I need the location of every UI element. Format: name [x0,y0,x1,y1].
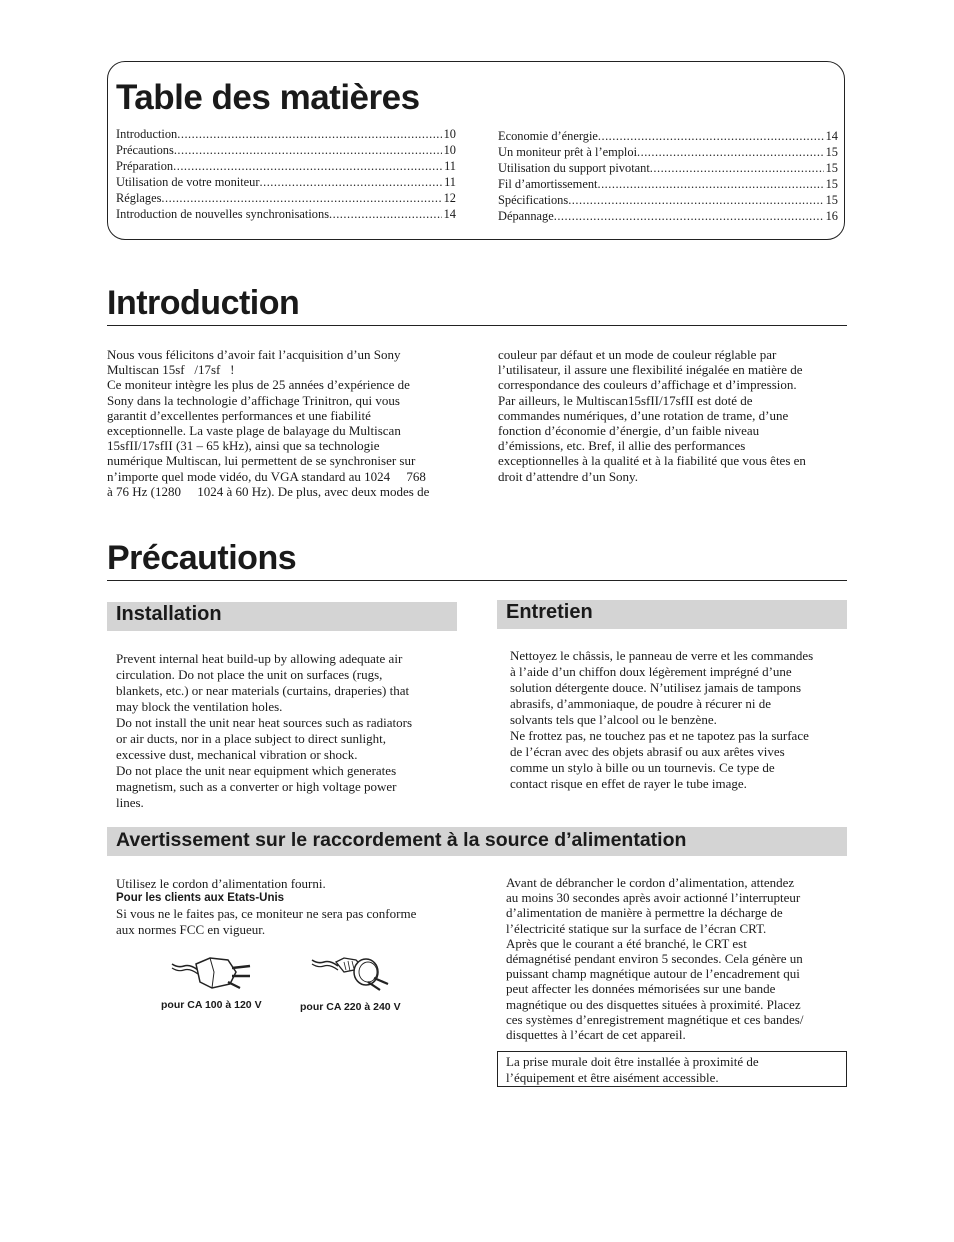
text-line: exceptionnelle. La vaste plage de balayage du Multiscan [107,423,401,439]
power-warning-header [107,827,847,856]
text-line: Sony dans la technologie d’affichage Trinitron, qui vous [107,392,400,408]
text-line: couleur par défaut et un mode de couleur réglable par [498,347,777,362]
text-line: fonction d’économie d’énergie, d’un faible niveau [498,423,760,439]
text-line: droit d’attendre d’un Sony. [498,468,638,484]
text-line: Ne frottez pas, ne touchez pas et ne tapotez pas la surface [510,728,809,743]
text-line: Multiscan 15sf /17sf ! [107,362,235,378]
text-line: Ce moniteur intègre les plus de 25 années d’expérience de [107,377,410,393]
text-line: commandes numériques, d’une rotation de trame, d’une [498,407,789,423]
text-line: Nettoyez le châssis, le panneau de verre et les commandes [510,648,814,663]
text-line: 15sfII/17sfII (31 – 65 kHz), ainsi que sa technologie [107,438,380,454]
toc-entry[interactable]: Introduction de nouvelles synchronisations ..... 14 [116,206,456,222]
introduction-text-left [107,347,467,499]
text-line: circulation. Do not place the unit on surfaces (rugs, [116,667,383,682]
toc-title: Table des matières [116,78,420,117]
power-text-right [506,875,851,1042]
text-line: solvants tels que l’alcool ou le benzène. [510,712,717,727]
toc-entry[interactable]: Spécifications ..... 15 [498,192,838,208]
toc-entry[interactable]: Economie d’énergie ..... 14 [498,128,838,144]
text-line: Avant de débrancher le cordon d’alimentation, attendez [506,875,795,890]
text-line: d’alimentation de manière à permettre la décharge de [506,905,783,921]
toc-entry[interactable]: Un moniteur prêt à l’emploi ..... 15 [498,144,838,160]
toc-entry[interactable]: Dépannage ..... 16 [498,208,838,224]
power-text-left [116,876,476,937]
text-line: Si vous ne le faites pas, ce moniteur ne sera pas conforme [116,906,417,922]
us-customers-label: Pour les clients aux Etats-Unis [116,892,285,905]
text-line: puissant champ magnétique autour de l’encadrement qui [506,966,800,982]
text-line: n’importe quel mode vidéo, du VGA standard au 1024 768 [107,468,426,484]
us-plug-caption: pour CA 100 à 120 V [161,999,262,1011]
entretien-text [510,648,850,792]
text-line: ces systèmes d’enregistrement magnétique et ces bandes/ [506,1011,804,1027]
precautions-heading: Précautions [107,539,297,577]
toc-entry[interactable]: Utilisation de votre moniteur ..... 11 [116,174,456,190]
text-line: Do not place the unit near equipment which generates [116,763,397,778]
introduction-rule [107,325,847,326]
text-line: exceptionnelles à la qualité et à la fiabilité que vous êtes en [498,453,806,469]
text-line: magnétique ou des disquettes situées à proximité. Placez [506,996,801,1012]
text-line: peut affecter les données mémorisées sur une bande [506,981,776,997]
text-line: blankets, etc.) or near materials (curtains, draperies) that [116,683,410,698]
text-line: comme un stylo à bille ou un tournevis. Ce type de [510,760,775,775]
toc-entry[interactable]: Fil d’amortissement ..... 15 [498,176,838,192]
text-line: contact risque en effet de rayer le tube image. [510,776,747,791]
text-line: l’électricité statique sur la surface de l’écran CRT. [506,920,767,936]
text-line: à l’aide d’un chiffon doux légèrement imprégné d’une [510,664,792,679]
introduction-text-right [498,347,848,484]
text-line: au moins 30 secondes après avoir actionné l’interrupteur [506,890,801,906]
eu-plug-caption: pour CA 220 à 240 V [300,1001,401,1013]
text-line: garantit d’excellentes performances et une fiabilité [107,407,371,423]
text-line: d’émissions, etc. Bref, il allie des performances [498,438,746,454]
text-line: excessive dust, mechanical vibration or shock. [116,747,358,762]
text-line: Par ailleurs, le Multiscan15sfII/17sfII est doté de [498,392,753,408]
text-line: lines. [116,795,144,810]
installation-text [116,651,456,811]
toc-entry[interactable]: Précautions ..... 10 [116,142,456,158]
text-line: solution détergente douce. N’utilisez jamais de tampons [510,680,802,695]
text-line: abrasifs, d’ammoniaque, de poudre à récurer ni de [510,696,771,711]
installation-header [107,602,457,631]
toc-entry[interactable]: Introduction ..... 10 [116,126,456,142]
us-plug-icon [170,950,260,1000]
text-line: aux normes FCC en vigueur. [116,921,266,937]
power-warning-heading: Avertissement sur le raccordement à la source d’alimentation [116,829,687,851]
installation-heading: Installation [116,603,222,625]
toc-entry[interactable]: Réglages ..... 12 [116,190,456,206]
toc-right-column [498,128,838,224]
text-line: démagnétisé pendant environ 5 secondes. Cela génère un [506,951,803,967]
text-line: de l’écran avec des objets abrasif ou aux arêtes vives [510,744,785,759]
entretien-header [497,600,847,629]
text-line: Utilisez le cordon d’alimentation fourni. [116,876,326,891]
toc-entry[interactable]: Utilisation du support pivotant ..... 15 [498,160,838,176]
text-line: Après que le courant a été branché, le CRT est [506,935,747,951]
precautions-rule [107,580,847,581]
text-line: disquettes à l’écart de cet appareil. [506,1027,686,1043]
text-line: Do not install the unit near heat sources such as radiators [116,715,413,730]
text-line: l’utilisateur, il assure une flexibilité inégalée en matière de [498,362,803,378]
toc-left-column [116,126,456,222]
introduction-heading: Introduction [107,284,300,322]
entretien-heading: Entretien [506,601,593,623]
text-line: l’équipement et être aisément accessible. [506,1069,719,1085]
text-line: numérique Multiscan, lui permettent de se synchroniser sur [107,453,416,469]
text-line: à 76 Hz (1280 1024 à 60 Hz). De plus, avec deux modes de [107,483,430,499]
wall-outlet-notice [497,1051,847,1087]
text-line: Prevent internal heat build-up by allowing adequate air [116,651,403,666]
text-line: or air ducts, nor in a place subject to direct sunlight, [116,731,387,746]
text-line: La prise murale doit être installée à proximité de [506,1054,759,1069]
text-line: Nous vous félicitons d’avoir fait l’acquisition d’un Sony [107,347,401,362]
toc-entry[interactable]: Préparation ..... 11 [116,158,456,174]
text-line: correspondance des couleurs d’affichage et d’impression. [498,377,797,393]
text-line: magnetism, such as a converter or high voltage power [116,779,397,794]
text-line: may block the ventilation holes. [116,699,283,714]
eu-plug-icon [310,950,400,1000]
